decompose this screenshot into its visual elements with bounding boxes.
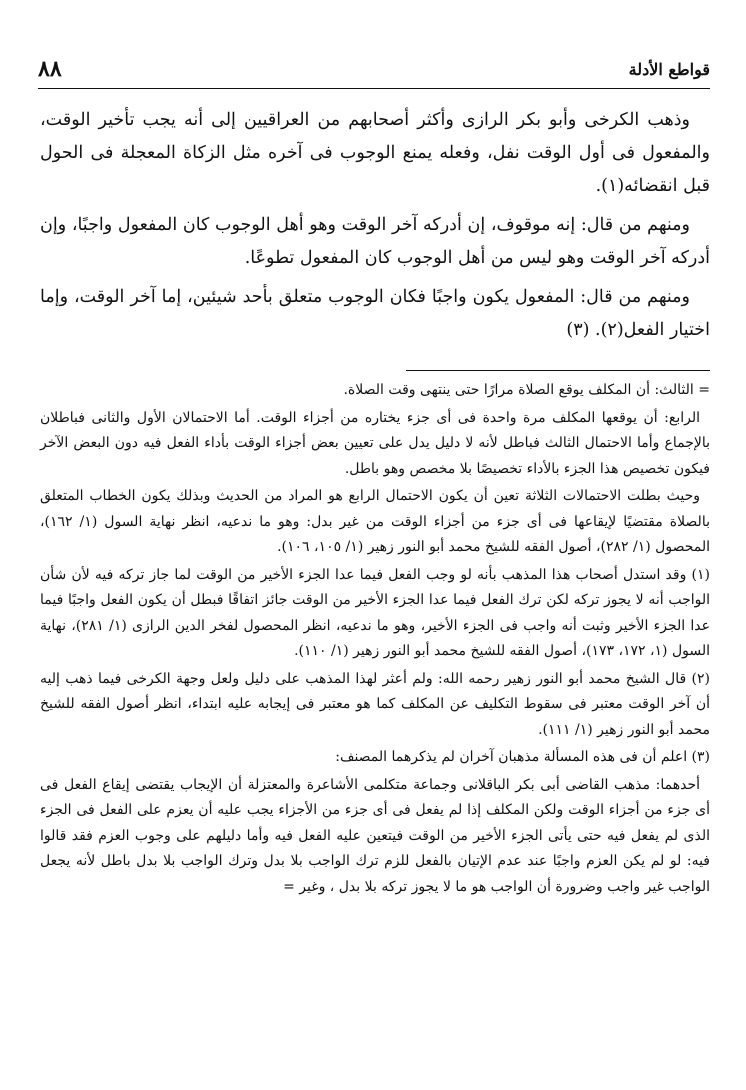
footnote-divider bbox=[406, 370, 710, 371]
footnote-2: (٢) قال الشيخ محمد أبو النور زهير رحمه الله: ولم أعثر لهذا المذهب على دليل ولعل وجهة الكرخى فيما ذهب إليه أن آخر الوقت معتبر فى سقوط التكليف عن المكلف كما هو معتبر فى إيجابه عليه ابتداء، انظر أصول الفقه للشيخ محمد أبو النور زهير (١/ ١١١). bbox=[40, 670, 710, 738]
footnote-3: (٣) اعلم أن فى هذه المسألة مذهبان آخران لم يذكرهما المصنف: bbox=[335, 749, 710, 765]
book-title: قواطع الأدلة bbox=[628, 60, 710, 79]
footnote-3-first-opinion: أحدهما: مذهب القاضى أبى بكر الباقلانى وجماعة متكلمى الأشاعرة والمعتزلة أن الإيجاب يقتضى إيقاع الفعل فى أى جزء من أجزاء الوقت ولكن المكلف إذا لم يفعل فى أى جزء من الأجزاء يجب عليه أن يعزم على الفعل فى الجزء الذى لم يفعل فيه حتى يأتى الجزء الأخير من الوقت فيتعين عليه الفعل فيه وأما دليلهم على وجوب العزم فقد قالوا فيه: لو لم يكن العزم واجبًا عند عدم الإتيان بالفعل للزم ترك الواجب بلا بدل وترك الواجب بلا بدل باطل لأنه يجعل الواجب غير واجب وضرورة أن الواجب هو ما لا يجوز تركه بلا بدل ، وغير = bbox=[40, 776, 710, 895]
main-paragraph-1: وذهب الكرخى وأبو بكر الرازى وأكثر أصحابهم من العراقيين إلى أنه يجب تأخير الوقت، والمفعول فى أول الوقت نفل، وفعله يمنع الوجوب فى آخره مثل الزكاة المعجلة فى الحول قبل انقضائه(١). bbox=[40, 110, 710, 196]
running-header bbox=[38, 58, 710, 89]
page-number: ٨٨ bbox=[38, 56, 62, 82]
main-paragraph-3: ومنهم من قال: المفعول يكون واجبًا فكان الوجوب متعلق بأحد شيئين، إما آخر الوقت، وإما اختيار الفعل(٢). (٣) bbox=[40, 287, 710, 340]
footnote-1: (١) وقد استدل أصحاب هذا المذهب بأنه لو وجب الفعل فيما عدا الجزء الأخير من الوقت لما جاز تركه فيه لأن شأن الواجب أنه لا يجوز تركه لكن ترك الفعل فيما عدا الجزء الأخير من الوقت جائز اتفاقًا فبطل أن يكون الفعل واجبًا فيما عدا الجزء الأخير وثبت أنه واجب فى الجزء الأخير، وهو ما ندعيه، انظر المحصول لفخر الدين الرازى (١/ ٢٨١)، نهاية السول (١، ١٧٢، ١٧٣)، أصول الفقه للشيخ محمد أبو النور زهير (١/ ١١٠). bbox=[40, 566, 711, 659]
footnote-continuation-conclusion: وحيث بطلت الاحتمالات الثلاثة تعين أن يكون الاحتمال الرابع هو المراد من الحديث وبذلك يكون الخطاب المتعلق بالصلاة مقتضيًا لإيقاعها فى أى جزء من أجزاء الوقت من غير بدل: وهو ما ندعيه، انظر نهاية السول (١/ ١٦٢)، المحصول (١/ ٢٨٢)، أصول الفقه للشيخ محمد أبو النور زهير (١/ ١٠٥، ١٠٦). bbox=[40, 488, 710, 555]
footnote-continuation-third: = الثالث: أن المكلف يوقع الصلاة مرارًا حتى ينتهى وقت الصلاة. bbox=[343, 382, 710, 398]
footnote-continuation-fourth: الرابع: أن يوقعها المكلف مرة واحدة فى أى جزء يختاره من أجزاء الوقت. أما الاحتمالان الأول والثانى فباطلان بالإجماع وأما الاحتمال الثالث فباطل لأنه لا دليل يدل على تعيين بعض أجزاء الوقت بأداء الفعل فيه دون البعض الآخر فيكون تخصيص هذا الجزء بالأداء تخصيصًا بلا مخصص وهو باطل. bbox=[40, 409, 710, 477]
main-paragraph-2: ومنهم من قال: إنه موقوف، إن أدركه آخر الوقت وهو أهل الوجوب كان المفعول واجبًا، وإن أدركه آخر الوقت وهو ليس من أهل الوجوب كان المفعول تطوعًا. bbox=[40, 215, 710, 268]
main-text bbox=[40, 104, 710, 353]
footnotes bbox=[40, 378, 710, 902]
